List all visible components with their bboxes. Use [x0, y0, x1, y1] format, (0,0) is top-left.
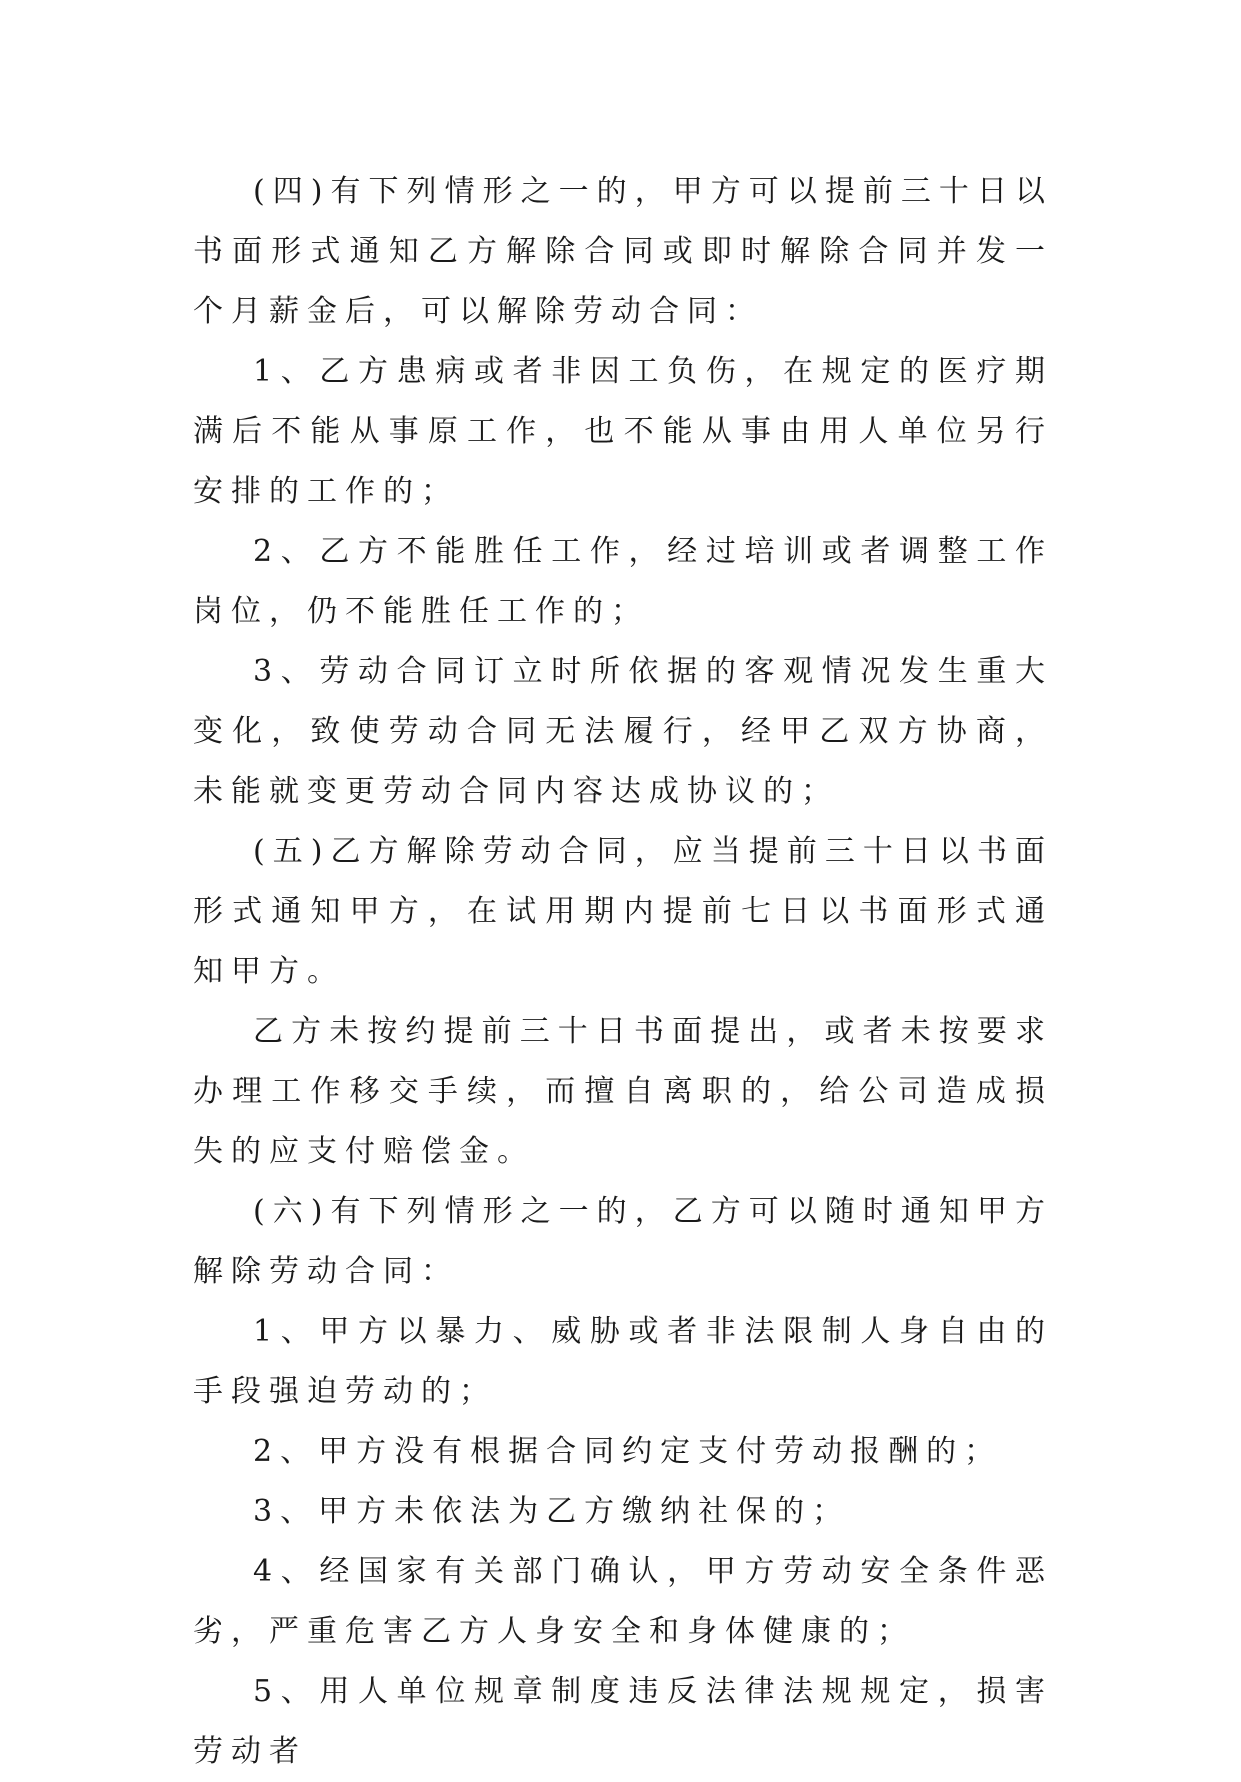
clause-6-item-1: 1、甲方以暴力、威胁或者非法限制人身自由的手段强迫劳动的； — [193, 1314, 1053, 1409]
clause-4-intro: (四)有下列情形之一的，甲方可以提前三十日以书面形式通知乙方解除合同或即时解除合同并发一个月薪金后，可以解除劳动合同： — [193, 174, 1053, 329]
clause-4-item-2: 2、乙方不能胜任工作，经过培训或者调整工作岗位，仍不能胜任工作的； — [193, 534, 1053, 629]
clause-4-item-1: 1、乙方患病或者非因工负伤，在规定的医疗期满后不能从事原工作，也不能从事由用人单位另行安排的工作的； — [193, 354, 1053, 509]
clause-6-item-3: 3、甲方未依法为乙方缴纳社保的； — [253, 1494, 851, 1529]
document-body — [193, 162, 1053, 1782]
clause-5-intro: (五)乙方解除劳动合同，应当提前三十日以书面形式通知甲方，在试用期内提前七日以书面形式通知甲方。 — [193, 834, 1053, 989]
clause-6-item-5: 5、用人单位规章制度违反法律法规规定，损害劳动者 — [193, 1674, 1053, 1769]
clause-4-item-3: 3、劳动合同订立时所依据的客观情况发生重大变化，致使劳动合同无法履行，经甲乙双方协商，未能就变更劳动合同内容达成协议的； — [193, 654, 1053, 809]
clause-5-penalty: 乙方未按约提前三十日书面提出，或者未按要求办理工作移交手续，而擅自离职的，给公司造成损失的应支付赔偿金。 — [193, 1014, 1053, 1169]
clause-6-item-4: 4、经国家有关部门确认，甲方劳动安全条件恶劣，严重危害乙方人身安全和身体健康的； — [193, 1554, 1053, 1649]
clause-6-intro: (六)有下列情形之一的，乙方可以随时通知甲方解除劳动合同： — [193, 1194, 1053, 1289]
clause-6-item-2: 2、甲方没有根据合同约定支付劳动报酬的； — [253, 1434, 1003, 1469]
